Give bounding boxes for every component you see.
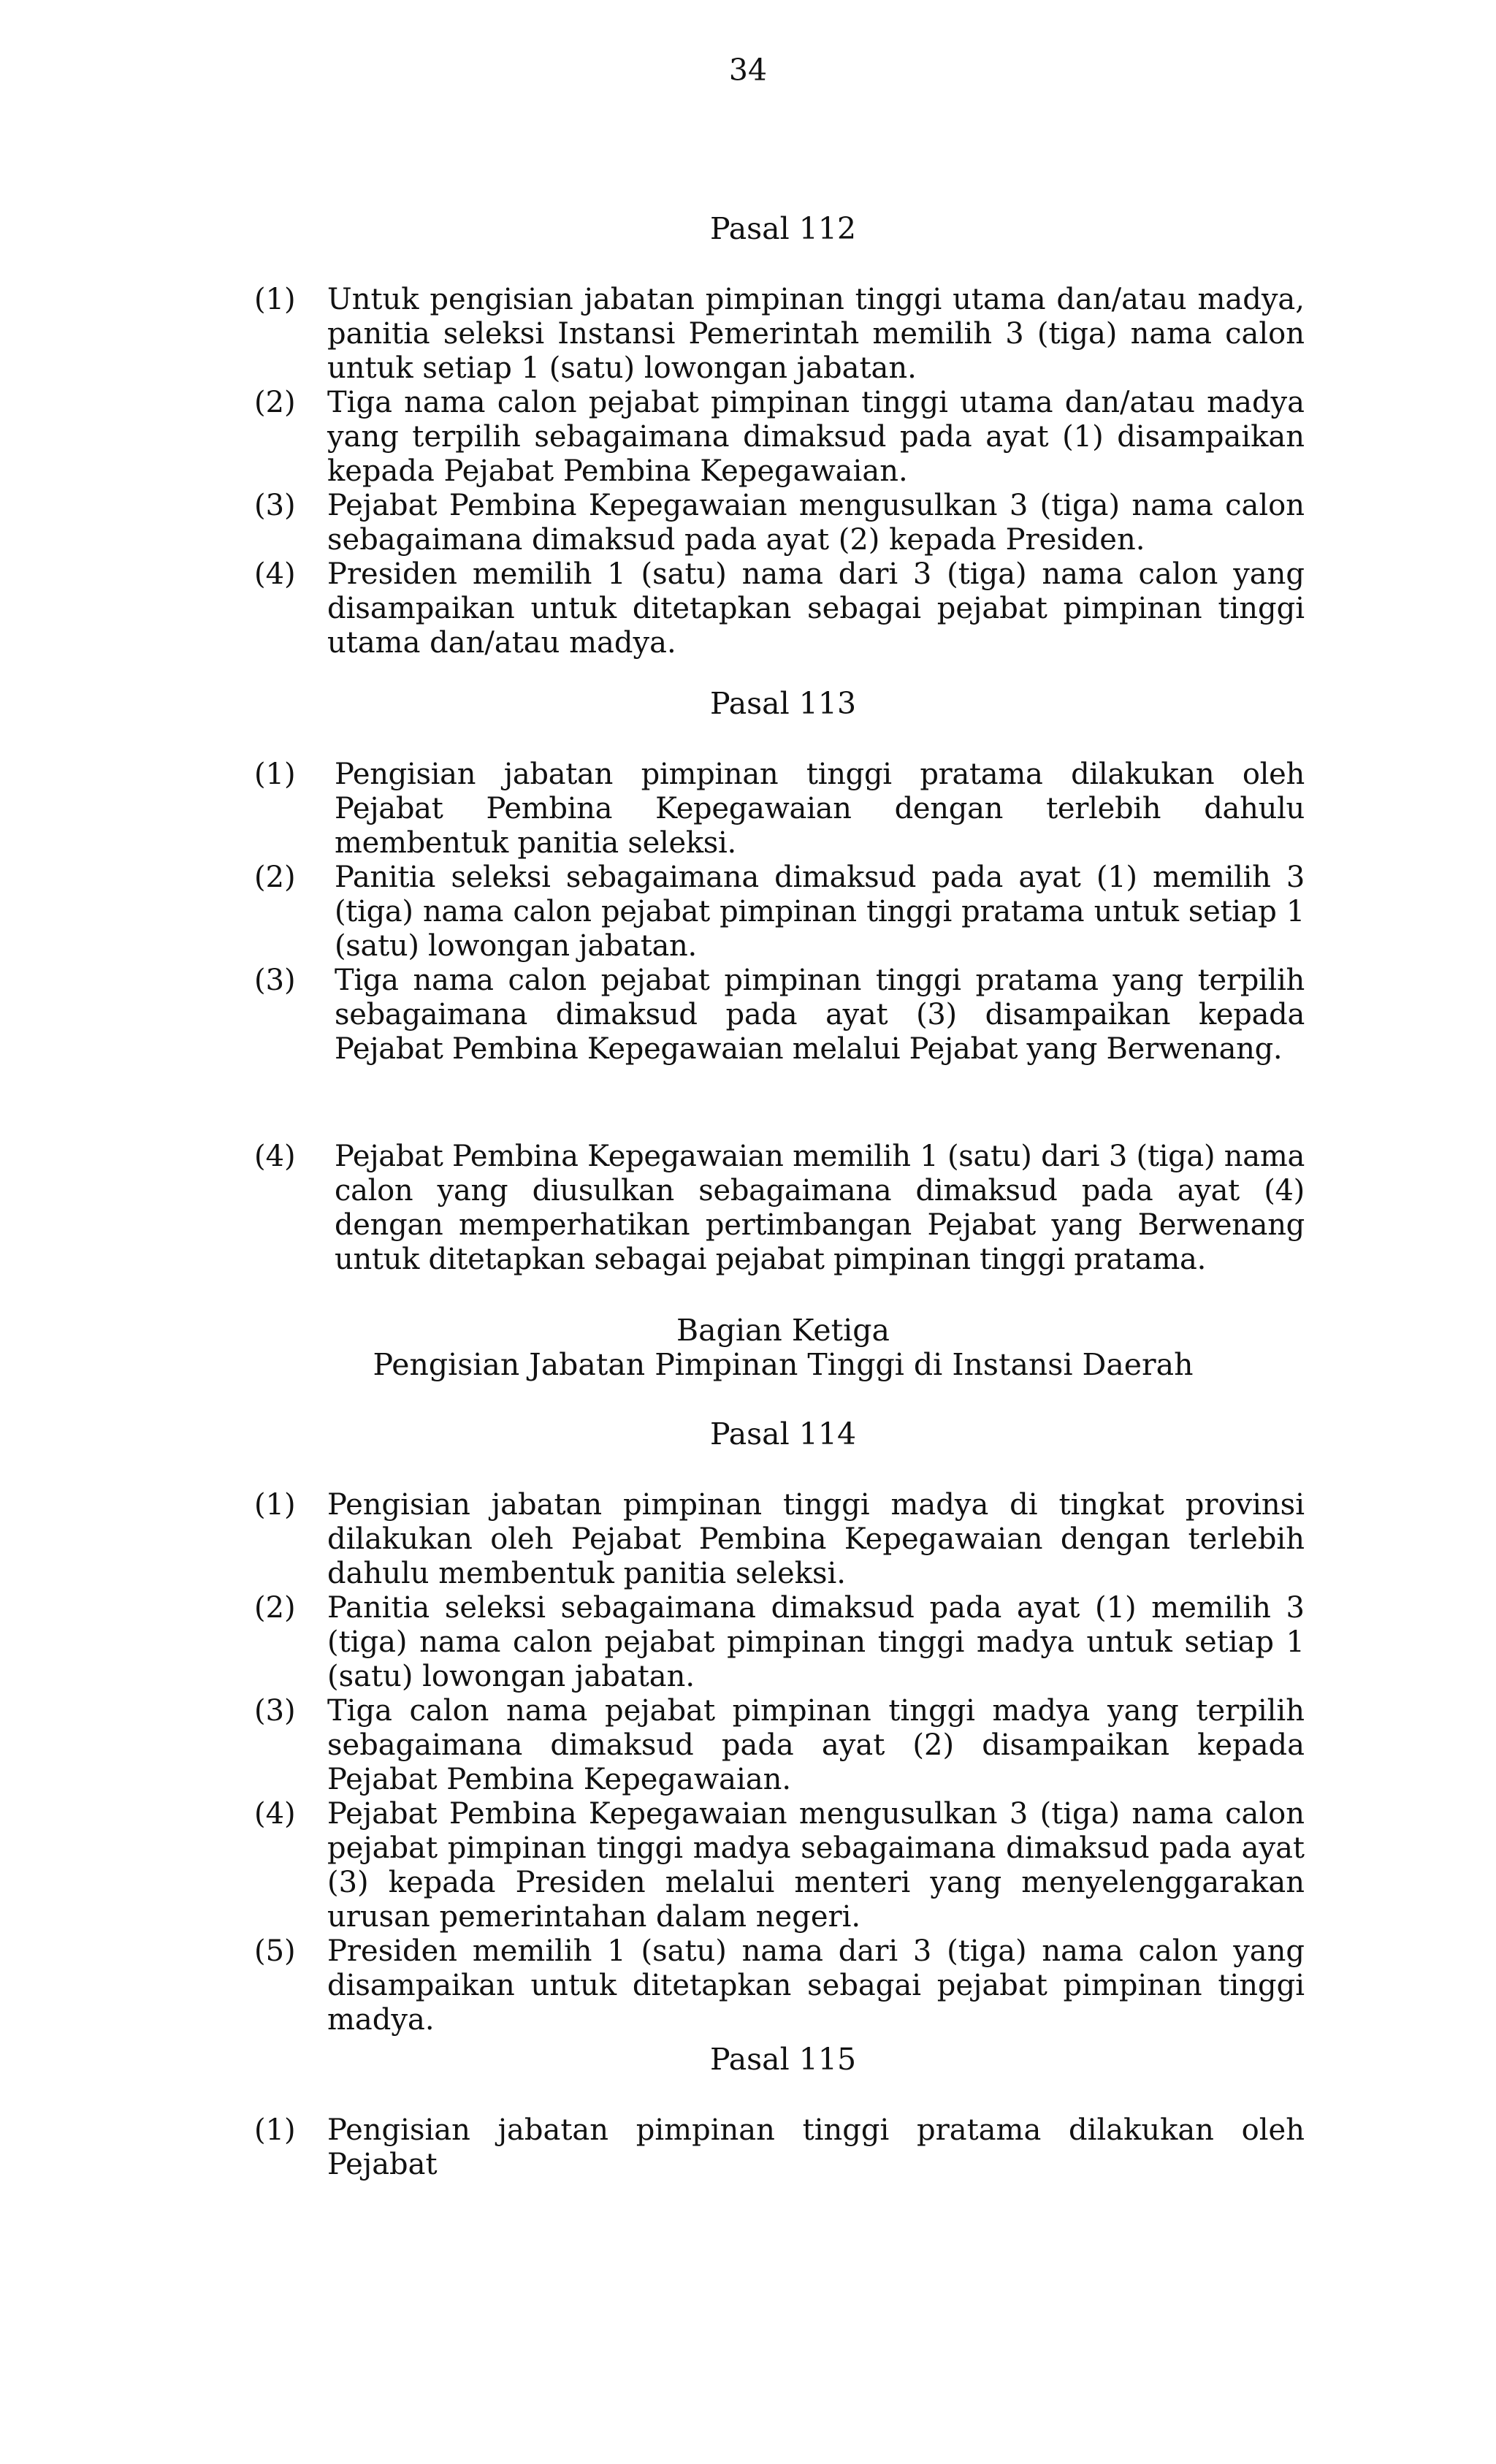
pasal-115-heading: Pasal 115	[709, 2042, 857, 2077]
ayat-text: Pengisian jabatan pimpinan tinggi pratama dilakukan oleh Pejabat Pembina Kepegawaian dengan terlebih dahulu membentuk panitia seleksi.	[335, 758, 1305, 860]
ayat-number: (2)	[254, 861, 296, 894]
bagian-title: Bagian Ketiga	[676, 1313, 890, 1348]
ayat-number: (3)	[254, 1694, 296, 1728]
ayat-number: (2)	[254, 386, 296, 419]
ayat-text: Pejabat Pembina Kepegawaian memilih 1 (satu) dari 3 (tiga) nama calon yang diusulkan sebagaimana dimaksud pada ayat (4) dengan memperhatikan pertimbangan Pejabat yang Berwenang untuk ditetapkan sebagai pejabat pimpinan tinggi pratama.	[335, 1140, 1305, 1276]
ayat-number: (5)	[254, 1934, 296, 1968]
ayat-text: Untuk pengisian jabatan pimpinan tinggi utama dan/atau madya, panitia seleksi Instansi Pemerintah memilih 3 (tiga) nama calon untuk setiap 1 (satu) lowongan jabatan.	[327, 283, 1305, 385]
ayat-text: Pejabat Pembina Kepegawaian mengusulkan 3 (tiga) nama calon sebagaimana dimaksud pada ayat (2) kepada Presiden.	[327, 489, 1305, 557]
ayat-text: Tiga nama calon pejabat pimpinan tinggi pratama yang terpilih sebagaimana dimaksud pada ayat (3) disampaikan kepada Pejabat Pembina Kepegawaian melalui Pejabat yang Berwenang.	[335, 964, 1305, 1066]
bagian-subtitle: Pengisian Jabatan Pimpinan Tinggi di Instansi Daerah	[373, 1347, 1194, 1382]
ayat-text: Tiga nama calon pejabat pimpinan tinggi utama dan/atau madya yang terpilih sebagaimana dimaksud pada ayat (1) disampaikan kepada Pejabat Pembina Kepegawaian.	[327, 386, 1305, 488]
ayat-number: (1)	[254, 2113, 296, 2147]
ayat-text: Presiden memilih 1 (satu) nama dari 3 (tiga) nama calon yang disampaikan untuk ditetapkan sebagai pejabat pimpinan tinggi madya.	[327, 1934, 1305, 2037]
ayat-number: (1)	[254, 758, 296, 791]
ayat-number: (4)	[254, 1140, 296, 1173]
ayat-number: (2)	[254, 1591, 296, 1625]
page-number: 34	[728, 53, 768, 88]
ayat-text: Presiden memilih 1 (satu) nama dari 3 (tiga) nama calon yang disampaikan untuk ditetapkan sebagai pejabat pimpinan tinggi utama dan/atau madya.	[327, 557, 1305, 660]
pasal-113-heading: Pasal 113	[709, 686, 857, 721]
pasal-112-heading: Pasal 112	[709, 211, 857, 246]
ayat-text: Pejabat Pembina Kepegawaian mengusulkan 3 (tiga) nama calon pejabat pimpinan tinggi madya sebagaimana dimaksud pada ayat (3) kepada Presiden melalui menteri yang menyelenggarakan urusan pemerintahan dalam negeri.	[327, 1797, 1305, 1934]
ayat-number: (1)	[254, 283, 296, 316]
ayat-text: Pengisian jabatan pimpinan tinggi pratama dilakukan oleh Pejabat	[327, 2113, 1305, 2181]
ayat-number: (3)	[254, 964, 296, 997]
ayat-text: Panitia seleksi sebagaimana dimaksud pada ayat (1) memilih 3 (tiga) nama calon pejabat pimpinan tinggi pratama untuk setiap 1 (satu) lowongan jabatan.	[335, 861, 1305, 963]
ayat-number: (4)	[254, 557, 296, 591]
ayat-text: Pengisian jabatan pimpinan tinggi madya di tingkat provinsi dilakukan oleh Pejabat Pembina Kepegawaian dengan terlebih dahulu membentuk panitia seleksi.	[327, 1488, 1305, 1590]
ayat-text: Tiga calon nama pejabat pimpinan tinggi madya yang terpilih sebagaimana dimaksud pada ayat (2) disampaikan kepada Pejabat Pembina Kepegawaian.	[327, 1694, 1305, 1796]
pasal-114-heading: Pasal 114	[709, 1416, 857, 1452]
ayat-number: (4)	[254, 1797, 296, 1831]
ayat-number: (3)	[254, 489, 296, 522]
ayat-text: Panitia seleksi sebagaimana dimaksud pada ayat (1) memilih 3 (tiga) nama calon pejabat pimpinan tinggi madya untuk setiap 1 (satu) lowongan jabatan.	[327, 1591, 1305, 1693]
ayat-number: (1)	[254, 1488, 296, 1522]
